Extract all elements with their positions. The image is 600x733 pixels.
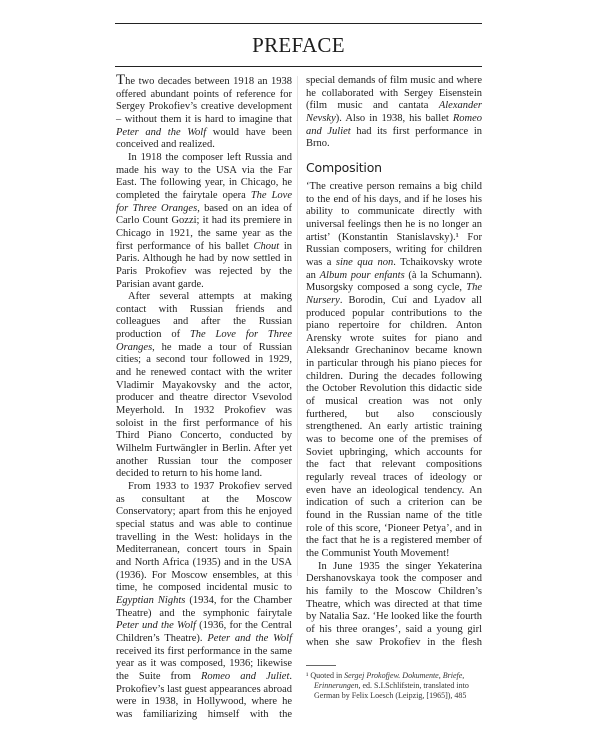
italic-title: Egyptian Nights <box>116 594 186 606</box>
italic-title: The Love for Three Oranges <box>116 189 292 214</box>
italic-title: Alexander Nevsky <box>306 100 482 124</box>
paragraph: In 1918 the composer left Russia and made his way to the USA via the Far East. The following year, in Chicago, he completed the fairytale opera The Love for Three Oranges, based on an idea of Carlo Count Gozzi; it had its premiere in Chicago in 1921, the same year as the first performance of his ballet Chout in Paris. Although he had by now settled in Paris Prokofiev was rejected by the Parisian avant garde. <box>116 151 292 290</box>
section-heading-composition: Composition <box>306 159 382 175</box>
left-column <box>116 72 292 733</box>
paragraph: From 1933 to 1937 Prokofiev served as consultant at the Moscow Conservatory; apart from this he enjoyed special status and was able to continue travelling in the West: holidays in the Mediterranean, concert tours in Spain and North Africa (1935) and in the USA (1936). For Moscow ensembles, at this time, he composed incidental music to Egyptian Nights (1934, for the Chamber Theatre) and the symphonic fairytale Peter und the Wolf (1936, for the Central Children’s Theatre). Peter and the Wolf received its first performance in the same year as it was composed, 1936; likewise the Suite from Romeo and Juliet. Prokofiev’s last guest appearances abroad were in 1938, in Hollywood, where he was familiarizing himself with the <box>116 481 292 720</box>
italic-title: The Nursery <box>306 282 482 306</box>
italic-title: Peter und the Wolf <box>116 620 196 632</box>
page-title: PREFACE <box>252 33 345 57</box>
paragraph: special demands of film music and where he collaborated with Sergey Eisenstein (film music and cantata Alexander Nevsky). Also in 1938, his ballet Romeo and Juliet had its first performance in Brno. <box>306 75 482 150</box>
right-column-intro <box>306 75 482 151</box>
paragraph: ‘The creative person remains a big child to the end of his days, and if he loses his ability to communicate directly with universal feelings then he is no longer an artist’ (Konstantin Stanislavsky).¹ For Russian composers, writing for children was a sine qua non. Tchaikovsky wrote an Album pour enfants (à la Schumann). Musorgsky composed a song cycle, The Nursery. Borodin, Cuí and Lyadov all produced popular contributions to the piano repertoire for children. Anton Arensky wrote suites for piano and Aleksandr Grechaninov became known in particular through his piano pieces for children. During the decades following the October Revolution this didactic side of musical creation was not only furthered, but also consciously strengthened. An early artistic training was to become one of the premises of Soviet upbringing, which accounts for the fact that relevant compositions regularly reveal traces of ideology or even have an ideological tendency. An indication of such a criterion can be found in the Russian name of the title role of this score, ‘Pioneer Petya’, and in the fact that he is a registered member of the Communist Youth Movement! <box>306 180 482 559</box>
italic-title: Chout <box>253 240 280 252</box>
italic-title: Romeo and Juliet <box>201 670 290 682</box>
paragraph: The two decades between 1918 an 1938 offered abundant points of reference for Sergey Prokofiev’s creative development – without them it is hard to imagine that Peter and the Wolf would have been conceived and realized. <box>116 72 292 151</box>
drop-cap: T <box>116 72 126 88</box>
composition-section <box>306 181 482 649</box>
footnote-rule <box>306 665 336 666</box>
italic-title: Romeo and Juliet <box>306 112 482 137</box>
italic-title: sine qua non <box>335 256 394 268</box>
page-edge-line <box>297 76 298 576</box>
italic-title: Peter and the Wolf <box>116 126 207 138</box>
right-column <box>306 75 482 713</box>
paragraph: In June 1935 the singer Yekaterina Dershanovskaya took the composer and his family to the Moscow Children’s Theatre, which was directed at that time by Natalia Saz. ‘He looked like the fourth of his three oranges’, said a young girl when she saw Prokofiev in the flesh <box>306 560 482 648</box>
italic-title: Album pour enfants <box>319 269 405 281</box>
footnote: ¹ Quoted in Sergej Prokofjew. Dokumente, Briefe, Erinnerungen, ed. S.I.Schlifstein, translated into German by Felix Loesch (Leipzig, [1965]), 485 <box>306 671 469 701</box>
top-rule <box>115 23 482 24</box>
title-underline-rule <box>115 66 482 67</box>
italic-title: The Love for Three Oranges <box>116 329 292 353</box>
italic-title: Peter and the Wolf <box>207 632 292 644</box>
paragraph: After several attempts at making contact with Russian friends and colleagues and after the Russian production of The Love for Three Oranges, he made a tour of Russian cities; a second tour followed in 1929, and he renewed contact with the writer Vladimir Mayakovsky and the actor, producer and theatre director Vsevolod Meyerhold. In 1932 Prokofiev was soloist in the first performance of his Third Piano Concerto, conducted by Wilhelm Furtwängler in Berlin. After yet another Russian tour the composer decided to return to his home land. <box>116 291 292 480</box>
italic-title: Sergej Prokofjew. Dokumente, Briefe, Erinnerungen <box>314 671 465 691</box>
